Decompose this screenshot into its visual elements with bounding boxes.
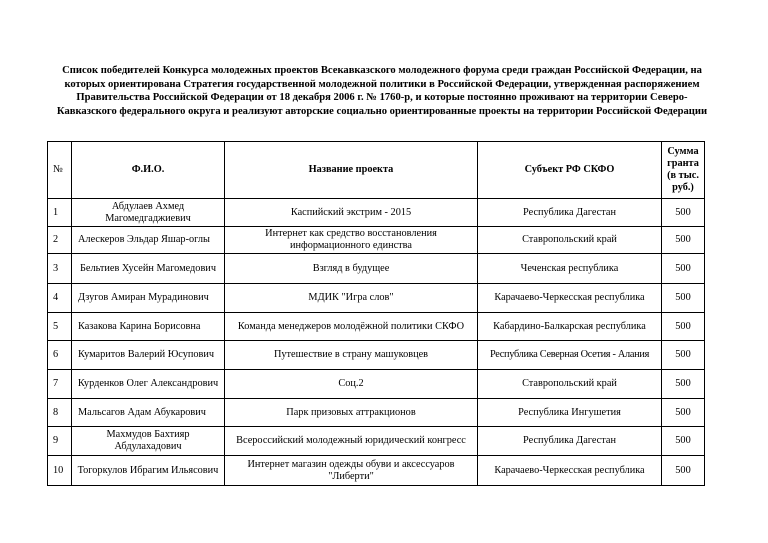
cell-fio: Курденков Олег Александрович xyxy=(72,370,225,399)
cell-project: Путешествие в страну машуковцев xyxy=(225,341,478,370)
document-title: Список победителей Конкурса молодежных проектов Всекавказского молодежного форума среди граждан Российской Федерации, на которых ориентирована Стратегия государственной молодежной политики в Российской Федерации, утвержденная распоряжением Правительства Российской Федерации от 18 декабря 2006 г. № 1760-р, и которые постоянно проживают на территории Северо-Кавказского федерального округа и реализуют авторские социально ориентированные проекты на территории Российской Федерации xyxy=(56,65,708,117)
winners-table xyxy=(47,141,705,486)
cell-fio: Тогоркулов Ибрагим Ильясович xyxy=(72,456,225,486)
table-row xyxy=(48,399,705,427)
cell-fio: Алескеров Эльдар Яшар-оглы xyxy=(72,227,225,254)
cell-grant: 500 xyxy=(662,456,705,486)
cell-subject: Карачаево-Черкесская республика xyxy=(478,284,662,313)
cell-subject: Республика Дагестан xyxy=(478,427,662,456)
cell-subject: Чеченская республика xyxy=(478,254,662,284)
cell-subject: Республика Ингушетия xyxy=(478,399,662,427)
cell-project: Интернет магазин одежды обуви и аксессуаров "Либерти" xyxy=(225,456,478,486)
cell-subject: Кабардино-Балкарская республика xyxy=(478,313,662,341)
cell-grant: 500 xyxy=(662,254,705,284)
header-fio: Ф.И.О. xyxy=(72,142,225,199)
cell-num: 1 xyxy=(48,199,72,227)
cell-num: 4 xyxy=(48,284,72,313)
table-row xyxy=(48,199,705,227)
cell-subject: Республика Дагестан xyxy=(478,199,662,227)
header-grant: Сумма гранта (в тыс. руб.) xyxy=(662,142,705,199)
cell-grant: 500 xyxy=(662,370,705,399)
cell-project: Всероссийский молодежный юридический конгресс xyxy=(225,427,478,456)
table-row xyxy=(48,313,705,341)
cell-project: Соц.2 xyxy=(225,370,478,399)
table-row xyxy=(48,254,705,284)
cell-grant: 500 xyxy=(662,399,705,427)
cell-grant: 500 xyxy=(662,199,705,227)
header-num: № xyxy=(48,142,72,199)
cell-num: 8 xyxy=(48,399,72,427)
cell-grant: 500 xyxy=(662,341,705,370)
cell-project: Интернет как средство восстановления информационного единства xyxy=(225,227,478,254)
table-row xyxy=(48,427,705,456)
cell-grant: 500 xyxy=(662,427,705,456)
cell-num: 2 xyxy=(48,227,72,254)
table-row xyxy=(48,227,705,254)
table-row xyxy=(48,370,705,399)
table-header-row xyxy=(48,142,705,199)
cell-num: 7 xyxy=(48,370,72,399)
cell-subject: Ставропольский край xyxy=(478,370,662,399)
cell-fio: Дзугов Амиран Мурадинович xyxy=(72,284,225,313)
cell-subject: Республика Северная Осетия - Алания xyxy=(478,341,662,370)
table-row xyxy=(48,284,705,313)
cell-fio: Кумаритов Валерий Юсупович xyxy=(72,341,225,370)
cell-grant: 500 xyxy=(662,227,705,254)
cell-num: 9 xyxy=(48,427,72,456)
header-project: Название проекта xyxy=(225,142,478,199)
cell-fio: Мальсагов Адам Абукарович xyxy=(72,399,225,427)
cell-fio: Абдулаев Ахмед Магомедгаджиевич xyxy=(72,199,225,227)
header-subject: Субъект РФ СКФО xyxy=(478,142,662,199)
table-row xyxy=(48,456,705,486)
cell-subject: Ставропольский край xyxy=(478,227,662,254)
cell-subject: Карачаево-Черкесская республика xyxy=(478,456,662,486)
cell-grant: 500 xyxy=(662,313,705,341)
cell-project: Команда менеджеров молодёжной политики СКФО xyxy=(225,313,478,341)
cell-project: Парк призовых аттракционов xyxy=(225,399,478,427)
cell-num: 6 xyxy=(48,341,72,370)
cell-project: МДИК "Игра слов" xyxy=(225,284,478,313)
cell-fio: Казакова Карина Борисовна xyxy=(72,313,225,341)
cell-project: Каспийский экстрим - 2015 xyxy=(225,199,478,227)
table-row xyxy=(48,341,705,370)
cell-num: 3 xyxy=(48,254,72,284)
cell-grant: 500 xyxy=(662,284,705,313)
cell-num: 5 xyxy=(48,313,72,341)
cell-fio: Бельтиев Хусейн Магомедович xyxy=(72,254,225,284)
cell-num: 10 xyxy=(48,456,72,486)
cell-project: Взгляд в будущее xyxy=(225,254,478,284)
cell-fio: Махмудов Бахтияр Абдулахадович xyxy=(72,427,225,456)
